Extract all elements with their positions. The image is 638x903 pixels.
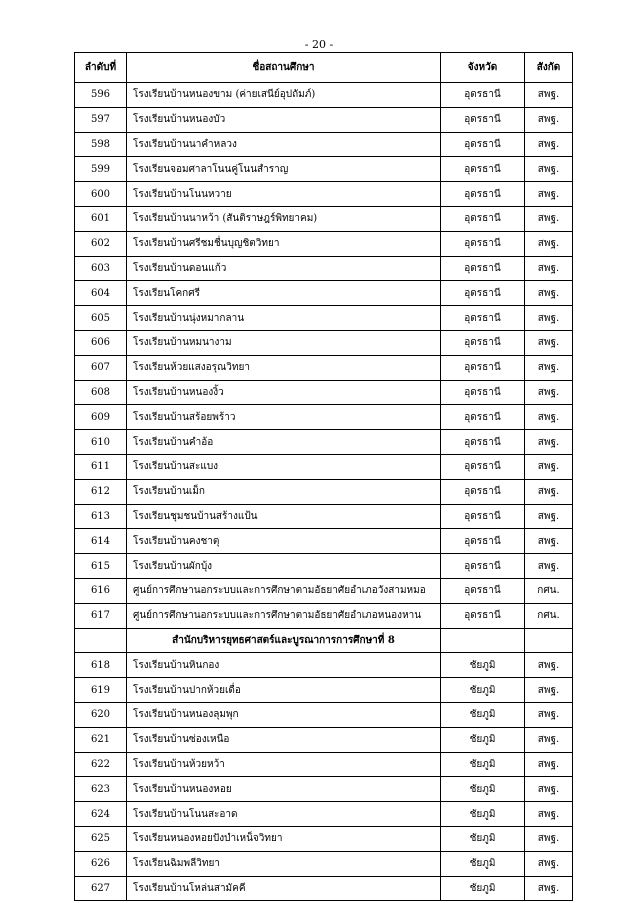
header-affiliation: สังกัด: [525, 53, 573, 83]
cell-sequence: 627: [75, 876, 127, 901]
cell-province: อุดรธานี: [441, 83, 525, 108]
header-sequence: ลำดับที่: [75, 53, 127, 83]
cell-province: อุดรธานี: [441, 157, 525, 182]
cell-affiliation: สพฐ.: [525, 454, 573, 479]
cell-province: อุดรธานี: [441, 554, 525, 579]
table-body: [75, 83, 573, 901]
table-row: [75, 678, 573, 703]
table-row: [75, 876, 573, 901]
cell-school-name: โรงเรียนบ้านดอนแก้ว: [127, 256, 441, 281]
table-row: [75, 826, 573, 851]
cell-sequence: 612: [75, 479, 127, 504]
cell-school-name: ศูนย์การศึกษานอกระบบและการศึกษาตามอัธยาศัยอำเภอหนองหาน: [127, 603, 441, 628]
cell-sequence: 613: [75, 504, 127, 529]
header-school-name: ชื่อสถานศึกษา: [127, 53, 441, 83]
cell-school-name: โรงเรียนบ้านหนองขาม (ค่ายเสนีย์อุปถัมภ์): [127, 83, 441, 108]
table-row: [75, 330, 573, 355]
cell-school-name: โรงเรียนบ้านศรีชมชื่นบุญชิตวิทยา: [127, 231, 441, 256]
table-row: [75, 653, 573, 678]
cell-sequence: 622: [75, 752, 127, 777]
cell-province: อุดรธานี: [441, 380, 525, 405]
cell-school-name: โรงเรียนบ้านนาคำหลวง: [127, 132, 441, 157]
cell-province: อุดรธานี: [441, 231, 525, 256]
table-row: [75, 727, 573, 752]
cell-sequence: 616: [75, 578, 127, 603]
cell-school-name: โรงเรียนบ้านนาหว้า (สันติราษฎร์พิทยาคม): [127, 206, 441, 231]
cell-affiliation: สพฐ.: [525, 554, 573, 579]
cell-sequence: 623: [75, 777, 127, 802]
table-row: [75, 182, 573, 207]
cell-sequence: 614: [75, 529, 127, 554]
cell-affiliation: สพฐ.: [525, 529, 573, 554]
cell-province: อุดรธานี: [441, 405, 525, 430]
cell-province: ชัยภูมิ: [441, 851, 525, 876]
cell-affiliation: สพฐ.: [525, 802, 573, 827]
cell-province: อุดรธานี: [441, 454, 525, 479]
table-row: [75, 777, 573, 802]
cell-sequence: 599: [75, 157, 127, 182]
table-row: [75, 157, 573, 182]
cell-province: อุดรธานี: [441, 132, 525, 157]
table-row: [75, 529, 573, 554]
cell-school-name: โรงเรียนบ้านหนองงิ้ว: [127, 380, 441, 405]
cell-province: อุดรธานี: [441, 182, 525, 207]
cell-school-name: โรงเรียนบ้านหนองหอย: [127, 777, 441, 802]
cell-sequence: 608: [75, 380, 127, 405]
cell-school-name: โรงเรียนหนองหอยปังบำเหน็จวิทยา: [127, 826, 441, 851]
cell-school-name: สำนักบริหารยุทธศาสตร์และบูรณาการการศึกษาที่ 8: [127, 628, 441, 653]
cell-affiliation: สพฐ.: [525, 702, 573, 727]
table-row: [75, 206, 573, 231]
cell-affiliation: สพฐ.: [525, 380, 573, 405]
cell-province: ชัยภูมิ: [441, 653, 525, 678]
cell-province: อุดรธานี: [441, 206, 525, 231]
cell-affiliation: สพฐ.: [525, 281, 573, 306]
cell-sequence: 606: [75, 330, 127, 355]
cell-sequence: 617: [75, 603, 127, 628]
cell-sequence: 603: [75, 256, 127, 281]
table-row: [75, 355, 573, 380]
cell-affiliation: สพฐ.: [525, 752, 573, 777]
cell-province: ชัยภูมิ: [441, 678, 525, 703]
cell-sequence: 610: [75, 430, 127, 455]
cell-school-name: โรงเรียนโคกศรี: [127, 281, 441, 306]
cell-affiliation: สพฐ.: [525, 256, 573, 281]
cell-affiliation: สพฐ.: [525, 777, 573, 802]
cell-school-name: โรงเรียนบ้านซ่องเหนือ: [127, 727, 441, 752]
cell-province: ชัยภูมิ: [441, 702, 525, 727]
cell-school-name: โรงเรียนบ้านสร้อยพร้าว: [127, 405, 441, 430]
cell-sequence: 609: [75, 405, 127, 430]
table-row: [75, 281, 573, 306]
table-row: [75, 231, 573, 256]
cell-affiliation: สพฐ.: [525, 132, 573, 157]
cell-province: อุดรธานี: [441, 107, 525, 132]
table-row: [75, 107, 573, 132]
table-row: [75, 306, 573, 331]
cell-province: อุดรธานี: [441, 330, 525, 355]
cell-affiliation: สพฐ.: [525, 826, 573, 851]
cell-affiliation: สพฐ.: [525, 330, 573, 355]
cell-affiliation: สพฐ.: [525, 83, 573, 108]
table-row: [75, 504, 573, 529]
cell-province: อุดรธานี: [441, 430, 525, 455]
table-row: [75, 578, 573, 603]
table-row: [75, 405, 573, 430]
table-row: [75, 256, 573, 281]
table-row: [75, 83, 573, 108]
cell-school-name: โรงเรียนบ้านโหล่นสามัคคี: [127, 876, 441, 901]
table-header-row: [75, 53, 573, 83]
cell-sequence: 625: [75, 826, 127, 851]
cell-sequence: 611: [75, 454, 127, 479]
cell-province: อุดรธานี: [441, 306, 525, 331]
cell-affiliation: สพฐ.: [525, 504, 573, 529]
cell-sequence: 621: [75, 727, 127, 752]
cell-province: ชัยภูมิ: [441, 826, 525, 851]
cell-school-name: โรงเรียนบ้านผักบุ้ง: [127, 554, 441, 579]
cell-sequence: 597: [75, 107, 127, 132]
cell-affiliation: สพฐ.: [525, 231, 573, 256]
cell-sequence: 626: [75, 851, 127, 876]
cell-affiliation: สพฐ.: [525, 206, 573, 231]
cell-affiliation: สพฐ.: [525, 107, 573, 132]
cell-province: อุดรธานี: [441, 529, 525, 554]
cell-school-name: โรงเรียนบ้านคงชาตุ: [127, 529, 441, 554]
cell-province: อุดรธานี: [441, 479, 525, 504]
cell-province: อุดรธานี: [441, 504, 525, 529]
cell-affiliation: สพฐ.: [525, 405, 573, 430]
cell-affiliation: สพฐ.: [525, 727, 573, 752]
cell-school-name: โรงเรียนบ้านหนองลุมพุก: [127, 702, 441, 727]
cell-province: อุดรธานี: [441, 281, 525, 306]
cell-school-name: โรงเรียนบ้านสะแบง: [127, 454, 441, 479]
cell-affiliation: สพฐ.: [525, 876, 573, 901]
cell-affiliation: กศน.: [525, 603, 573, 628]
school-list-table: [74, 52, 573, 901]
table-row: [75, 454, 573, 479]
cell-affiliation: กศน.: [525, 578, 573, 603]
cell-affiliation: สพฐ.: [525, 355, 573, 380]
cell-school-name: โรงเรียนบ้านโนนสะอาด: [127, 802, 441, 827]
cell-province: ชัยภูมิ: [441, 752, 525, 777]
table-row: [75, 132, 573, 157]
cell-affiliation: สพฐ.: [525, 851, 573, 876]
cell-school-name: โรงเรียนบ้านหมนางาม: [127, 330, 441, 355]
cell-province: ชัยภูมิ: [441, 876, 525, 901]
cell-sequence: [75, 628, 127, 653]
cell-school-name: โรงเรียนจอมศาลาโนนคู่โนนสำราญ: [127, 157, 441, 182]
cell-province: อุดรธานี: [441, 603, 525, 628]
cell-sequence: 624: [75, 802, 127, 827]
cell-sequence: 596: [75, 83, 127, 108]
cell-school-name: โรงเรียนบ้านหนองบัว: [127, 107, 441, 132]
cell-province: อุดรธานี: [441, 355, 525, 380]
cell-school-name: ศูนย์การศึกษานอกระบบและการศึกษาตามอัธยาศัยอำเภอวังสามหมอ: [127, 578, 441, 603]
cell-sequence: 607: [75, 355, 127, 380]
table-row: [75, 851, 573, 876]
cell-sequence: 615: [75, 554, 127, 579]
cell-sequence: 600: [75, 182, 127, 207]
cell-sequence: 598: [75, 132, 127, 157]
cell-province: ชัยภูมิ: [441, 802, 525, 827]
page-number: - 20 -: [304, 38, 334, 51]
cell-sequence: 602: [75, 231, 127, 256]
cell-sequence: 619: [75, 678, 127, 703]
cell-school-name: โรงเรียนบ้านปากห้วยเดื่อ: [127, 678, 441, 703]
cell-province: อุดรธานี: [441, 578, 525, 603]
cell-sequence: 601: [75, 206, 127, 231]
cell-school-name: โรงเรียนห้วยแสงอรุณวิทยา: [127, 355, 441, 380]
cell-province: [441, 628, 525, 653]
cell-sequence: 620: [75, 702, 127, 727]
cell-school-name: โรงเรียนบ้านคำอ้อ: [127, 430, 441, 455]
cell-affiliation: สพฐ.: [525, 678, 573, 703]
header-province: จังหวัด: [441, 53, 525, 83]
cell-province: ชัยภูมิ: [441, 777, 525, 802]
table-row: [75, 603, 573, 628]
table-row: [75, 380, 573, 405]
cell-affiliation: สพฐ.: [525, 430, 573, 455]
table-row: [75, 752, 573, 777]
cell-school-name: โรงเรียนบ้านหินกอง: [127, 653, 441, 678]
cell-school-name: โรงเรียนชุมชนบ้านสร้างแป้น: [127, 504, 441, 529]
cell-school-name: โรงเรียนบ้านโนนหวาย: [127, 182, 441, 207]
table-row: [75, 702, 573, 727]
table-row: [75, 430, 573, 455]
cell-affiliation: สพฐ.: [525, 306, 573, 331]
cell-province: อุดรธานี: [441, 256, 525, 281]
section-header-row: [75, 628, 573, 653]
table-row: [75, 479, 573, 504]
cell-affiliation: สพฐ.: [525, 182, 573, 207]
cell-sequence: 605: [75, 306, 127, 331]
cell-school-name: โรงเรียนฉิมพลีวิทยา: [127, 851, 441, 876]
cell-sequence: 618: [75, 653, 127, 678]
table-row: [75, 802, 573, 827]
table-row: [75, 554, 573, 579]
cell-province: ชัยภูมิ: [441, 727, 525, 752]
cell-affiliation: สพฐ.: [525, 157, 573, 182]
cell-school-name: โรงเรียนบ้านนุ่งหมากลาน: [127, 306, 441, 331]
cell-affiliation: [525, 628, 573, 653]
cell-school-name: โรงเรียนบ้านเม็ก: [127, 479, 441, 504]
cell-school-name: โรงเรียนบ้านห้วยหว้า: [127, 752, 441, 777]
cell-sequence: 604: [75, 281, 127, 306]
cell-affiliation: สพฐ.: [525, 479, 573, 504]
cell-affiliation: สพฐ.: [525, 653, 573, 678]
